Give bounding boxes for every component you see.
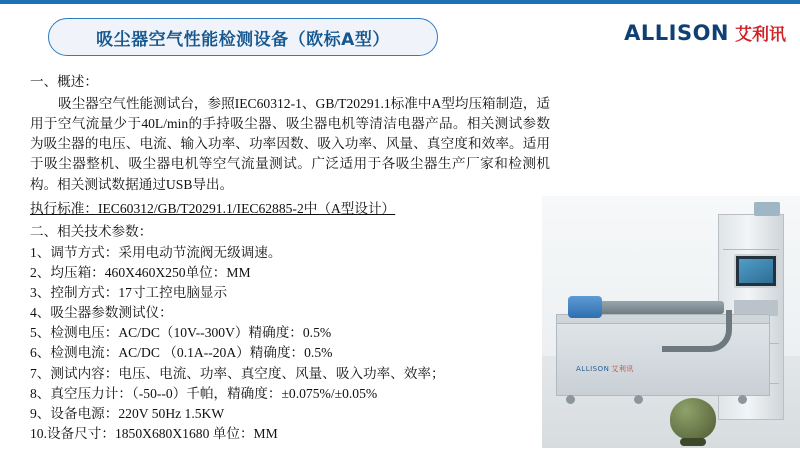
page-title: 吸尘器空气性能检测设备（欧标A型）	[96, 29, 390, 50]
list-item: 8、真空压力计：（-50--0）千帕，精确度：±0.075%/±0.05%	[30, 385, 378, 401]
bench-brand-label: ALLISON 艾利讯	[576, 365, 634, 373]
top-accent-bar	[0, 0, 800, 4]
bench-caster	[738, 395, 747, 404]
suction-hose	[662, 310, 732, 352]
brand-name-cn: 艾利讯	[735, 25, 786, 45]
list-item: 3、控制方式：17寸工控电脑显示	[30, 285, 228, 301]
industrial-monitor	[734, 254, 778, 288]
brand-name-en: ALLISON	[624, 20, 729, 45]
list-item: 10.设备尺寸：1850X680X1680 单位：MM	[30, 425, 278, 441]
equipment-photo	[542, 196, 800, 448]
list-item: 9、设备电源：220V 50Hz 1.5KW	[30, 405, 225, 421]
standard-reference-line: 执行标准：IEC60312/GB/T20291.1/IEC62885-2中（A型设计）	[30, 200, 396, 216]
page-header	[0, 14, 800, 62]
spec-list	[30, 243, 550, 444]
section-specs-heading: 二、相关技术参数：	[30, 223, 153, 239]
list-item: 1、调节方式：采用电动节流阀无级调速。	[30, 244, 282, 260]
page-title-badge	[48, 18, 438, 56]
motor-fixture	[568, 296, 602, 318]
list-item: 5、检测电压：AC/DC（10V--300V）精确度：0.5%	[30, 325, 332, 341]
brand-logo	[624, 20, 786, 45]
list-item: 7、测试内容：电压、电流、功率、真空度、风量、吸入功率、效率；	[30, 365, 445, 381]
bench-caster	[566, 395, 575, 404]
monitor-screen	[739, 259, 773, 283]
section-overview-heading: 一、概述：	[30, 74, 98, 89]
list-item: 6、检测电流：AC/DC （0.1A--20A）精确度：0.5%	[30, 345, 333, 361]
list-item: 4、吸尘器参数测试仪：	[30, 305, 173, 321]
cabinet-indicator-lamp	[754, 202, 780, 216]
overview-paragraph: 吸尘器空气性能测试台，参照IEC60312-1、GB/T20291.1标准中A型均压箱制造，适用于空气流量少于40L/min的手持吸尘器、吸尘器电机等清洁电器产品。相关测试参数为吸尘器的电压、电流、输入功率、功率因数、吸入功率、风量、真空度和效率。适用于吸尘器整机、吸尘器电机等空气流量测试。广泛适用于各吸尘器生产厂家和检测机构。相关测试数据通过USB导出。	[30, 96, 551, 192]
bench-caster	[634, 395, 643, 404]
list-item: 2、均压箱：460X460X250单位：MM	[30, 264, 251, 280]
document-body	[30, 72, 550, 444]
vacuum-base	[680, 438, 706, 446]
vacuum-cleaner-unit	[670, 398, 716, 440]
